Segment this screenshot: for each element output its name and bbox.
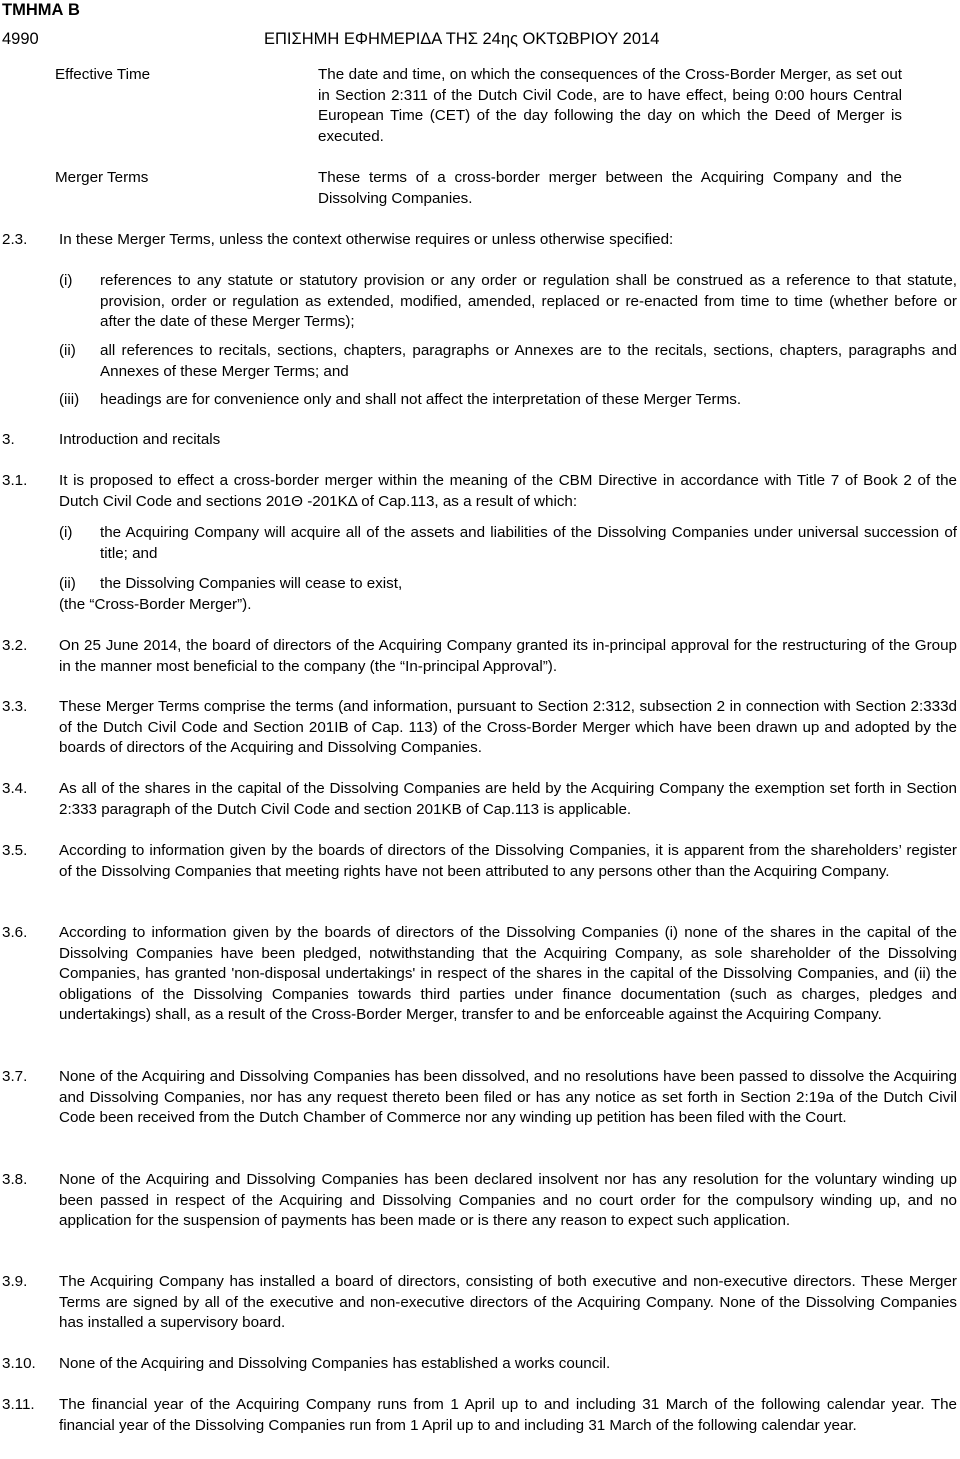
- paragraph-number: 3.10.: [2, 1355, 36, 1372]
- definition-text: The date and time, on which the consequences of the Cross-Border Merger, as set out in Section 2:311 of the Dutch Civil Code, are to have effect, being 0:00 hours Central European Time (CET) of the day following the day on which the Deed of Merger is executed.: [318, 66, 902, 145]
- list-item-text: references to any statute or statutory provision or any order or regulation shall be construed as a reference to that statute, provision, order or regulation as extended, modified, amended, replaced or re-enacted from time to time (whether before or after the date of these Merger Terms);: [100, 272, 957, 331]
- definition-term: Effective Time: [55, 66, 151, 83]
- paragraph-number: 3.4.: [2, 780, 28, 797]
- paragraph-number: 3.5.: [2, 842, 28, 859]
- list-item-text: the Acquiring Company will acquire all of the assets and liabilities of the Dissolving Companies under universal succession of title; and: [100, 524, 957, 562]
- paragraph-number: 3.8.: [2, 1171, 28, 1188]
- merger-definition-closing: (the “Cross-Border Merger”).: [59, 596, 252, 613]
- paragraph-text: None of the Acquiring and Dissolving Companies has established a works council.: [59, 1355, 611, 1372]
- list-item-number: (i): [59, 524, 73, 541]
- paragraph-text: It is proposed to effect a cross-border merger within the meaning of the CBM Directive in accordance with Title 7 of Book 2 of the Dutch Civil Code and sections 201Θ -201ΚΔ of Cap.113, as a result of which:: [59, 472, 957, 510]
- paragraph-number: 3.9.: [2, 1273, 28, 1290]
- paragraph-text: None of the Acquiring and Dissolving Companies has been declared insolvent nor has any resolution for the voluntary winding up been passed in respect of the Acquiring and Dissolving Companies and no court order for the compulsory winding up, and no application for the suspension of payments has been made or is there any reason to expect such application.: [59, 1171, 957, 1230]
- list-item-number: (ii): [59, 342, 76, 359]
- list-item-number: (ii): [59, 575, 76, 592]
- paragraph-text: The financial year of the Acquiring Company runs from 1 April up to and including 31 March of the following calendar year. The financial year of the Dissolving Companies run from 1 April up to and including 31 March of the following calendar year.: [59, 1396, 957, 1434]
- list-item-text: headings are for convenience only and shall not affect the interpretation of these Merger Terms.: [100, 391, 742, 408]
- section-tag: ΤΜΗΜΑ Β: [2, 1, 80, 19]
- paragraph-number: 3.7.: [2, 1068, 28, 1085]
- gazette-title: ΕΠΙΣΗΜΗ ΕΦΗΜΕΡΙΔΑ ΤΗΣ 24ης ΟΚΤΩΒΡΙΟΥ 2014: [264, 30, 660, 48]
- definition-term: Merger Terms: [55, 169, 149, 186]
- paragraph-text: As all of the shares in the capital of the Dissolving Companies are held by the Acquiring Company the exemption set forth in Section 2:333 paragraph of the Dutch Civil Code and section 201KB of Cap.113 is applicable.: [59, 780, 957, 818]
- paragraph-number: 3.1.: [2, 472, 28, 489]
- paragraph-text: On 25 June 2014, the board of directors of the Acquiring Company granted its in-principal approval for the restructuring of the Group in the manner most beneficial to the company (the “In-principal Approval”).: [59, 637, 957, 675]
- paragraph-number: 3.11.: [2, 1396, 35, 1413]
- list-item-text: all references to recitals, sections, chapters, paragraphs or Annexes are to the recitals, sections, chapters, paragraphs and Annexes of these Merger Terms; and: [100, 342, 957, 380]
- list-item-text: the Dissolving Companies will cease to exist,: [100, 575, 403, 592]
- paragraph-number: 3.6.: [2, 924, 28, 941]
- paragraph-number: 2.3.: [2, 231, 28, 248]
- paragraph-text: In these Merger Terms, unless the context otherwise requires or unless otherwise specified:: [59, 231, 674, 248]
- paragraph-text: The Acquiring Company has installed a board of directors, consisting of both executive and non-executive directors. These Merger Terms are signed by all of the executive and non-executive directors of the Acquiring Company. None of the Dissolving Companies has installed a supervisory board.: [59, 1273, 957, 1332]
- definition-text: These terms of a cross-border merger between the Acquiring Company and the Dissolving Companies.: [318, 169, 902, 207]
- paragraph-text: According to information given by the boards of directors of the Dissolving Companies, it is apparent from the shareholders’ register of the Dissolving Companies that meeting rights have not been attributed to any persons other than the Acquiring Company.: [59, 842, 957, 880]
- paragraph-text: These Merger Terms comprise the terms (and information, pursuant to Section 2:312, subsection 2 in connection with Section 2:333d of the Dutch Civil Code and Section 201IB of Cap. 113) of the Cross-Border Merger which have been drawn up and adopted by the boards of directors of the Acquiring and Dissolving Companies.: [59, 698, 957, 757]
- paragraph-text: According to information given by the boards of directors of the Dissolving Companies (i) none of the shares in the capital of the Dissolving Companies have been pledged, notwithstanding that the Acquiring Company, as sole shareholder of the Dissolving Companies, has granted 'non-disposal undertakings' in respect of the shares in the capital of the Dissolving Companies, and (ii) the obligations of the Dissolving Companies towards third parties under finance documentation (such as charges, pledges and undertakings) shall, as a result of the Cross-Border Merger, transfer to and be enforceable against the Acquiring Company.: [59, 924, 957, 1024]
- list-item-number: (iii): [59, 391, 80, 408]
- section-number: 3.: [2, 431, 15, 448]
- page-number: 4990: [2, 30, 39, 48]
- paragraph-text: None of the Acquiring and Dissolving Companies has been dissolved, and no resolutions have been passed to dissolve the Acquiring and Dissolving Companies, nor has any request thereto been filed or has any notice as set forth in Section 2:19a of the Dutch Civil Code been received from the Dutch Chamber of Commerce nor any winding up petition has been filed with the Court.: [59, 1068, 957, 1127]
- paragraph-number: 3.2.: [2, 637, 28, 654]
- section-title: Introduction and recitals: [59, 431, 221, 448]
- list-item-number: (i): [59, 272, 73, 289]
- paragraph-number: 3.3.: [2, 698, 28, 715]
